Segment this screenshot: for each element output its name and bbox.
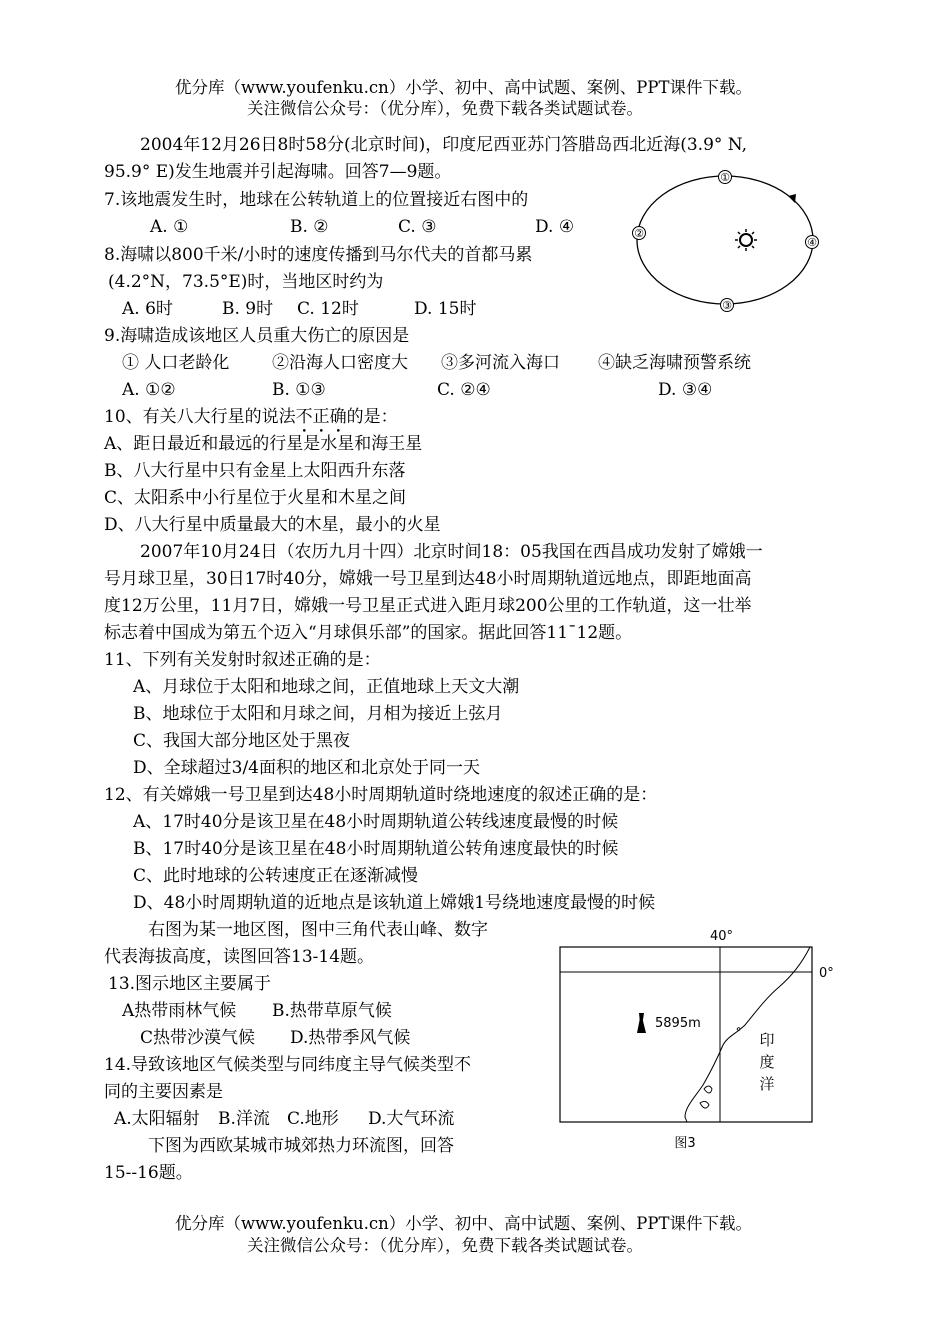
q13-option-b: B.热带草原气候 — [272, 1001, 392, 1021]
q8-stem-2: (4.2°N，73.5°E)时，当地区时约为 — [108, 272, 384, 292]
q9-option-c: C. ②④ — [437, 380, 491, 400]
q14-option-a: A.太阳辐射 — [114, 1109, 200, 1129]
q10-stem-pre: 10、有关八大行星的说法 — [104, 407, 296, 427]
q10-option-b: B、八大行星中只有金星上太阳西升东落 — [104, 461, 406, 481]
q11-stem: 11、下列有关发射时叙述正确的是： — [104, 650, 381, 670]
q12-option-a: A、17时40分是该卫星在48小时周期轨道公转线速度最慢的时候 — [133, 812, 619, 832]
map-island-2 — [700, 1101, 709, 1108]
q8-option-a: A. 6时 — [122, 299, 173, 319]
q8-stem-1: 8.海啸以800千米/小时的速度传播到马尔代夫的首都马累 — [104, 245, 533, 265]
intro4-line-2: 15--16题。 — [104, 1163, 193, 1183]
footer-line-1: 优分库（www.youfenku.cn）小学、初中、高中试题、案例、PPT课件下载。 — [175, 1214, 752, 1233]
q7-option-d: D. ④ — [535, 217, 575, 237]
q11-option-a: A、月球位于太阳和地球之间，正值地球上天文大潮 — [133, 677, 520, 697]
q10-stem — [104, 407, 398, 437]
q9-item-4: ④缺乏海啸预警系统 — [598, 353, 751, 373]
q14-option-d: D.大气环流 — [368, 1109, 455, 1129]
intro2-line-4: 标志着中国成为第五个迈入“月球俱乐部”的国家。据此回答11¯12题。 — [104, 623, 633, 643]
orbit-direction-arrow — [788, 194, 796, 203]
intro3-line-1: 右图为某一地区图，图中三角代表山峰、数字 — [148, 920, 488, 940]
q11-option-b: B、地球位于太阳和月球之间，月相为接近上弦月 — [133, 704, 503, 724]
map-peak-elevation: 5895m — [655, 1016, 701, 1031]
header-line-2: 关注微信公众号：（优分库），免费下载各类试题试卷。 — [247, 99, 643, 118]
orbit-position-2: ② — [634, 227, 644, 240]
q7-option-a: A. ① — [150, 217, 189, 237]
q13-option-d: D.热带季风气候 — [290, 1028, 411, 1048]
map-ocean-char-1: 印 — [759, 1031, 775, 1049]
q14-option-b: B.洋流 — [218, 1109, 270, 1129]
q12-stem: 12、有关嫦娥一号卫星到达48小时周期轨道时绕地速度的叙述正确的是： — [104, 785, 658, 805]
q9-item-1: ① 人口老龄化 — [122, 353, 230, 373]
intro1-line-1: 2004年12月26日8时58分(北京时间)，印度尼西亚苏门答腊岛西北近海(3.9° N, — [140, 135, 748, 155]
map-island-1 — [704, 1086, 712, 1093]
map-latitude-label: 0° — [819, 966, 834, 981]
q9-item-3: ③多河流入海口 — [441, 353, 560, 373]
intro3-line-2: 代表海拔高度，读图回答13-14题。 — [104, 947, 375, 967]
map-island-small — [737, 1028, 740, 1031]
q10-stem-emphasis: 不正确 — [295, 407, 347, 427]
intro2-line-1: 2007年10月24日（农历九月十四）北京时间18：05我国在西昌成功发射了嫦娥一 — [140, 542, 763, 562]
q10-option-a: A、距日最近和最远的行星是水星和海王星 — [104, 434, 423, 454]
intro2-line-3: 度12万公里，11月7日，嫦娥一号卫星正式进入距月球200公里的工作轨道，这一壮举 — [104, 596, 752, 616]
orbit-ellipse — [637, 176, 813, 304]
map-caption: 图3 — [674, 1136, 696, 1151]
map-ocean-char-2: 度 — [759, 1053, 775, 1071]
map-coastline — [685, 947, 810, 1122]
q8-option-d: D. 15时 — [414, 299, 477, 319]
q13-stem: 13.图示地区主要属于 — [108, 974, 272, 994]
orbit-diagram — [600, 165, 840, 315]
q9-item-2: ②沿海人口密度大 — [272, 353, 408, 373]
sun-icon — [735, 229, 757, 251]
intro4-line-1: 下图为西欧某城市城郊热力环流图，回答 — [148, 1136, 454, 1156]
q8-option-b: B. 9时 — [222, 299, 274, 319]
map-ocean-char-3: 洋 — [759, 1075, 775, 1093]
q12-option-c: C、此时地球的公转速度正在逐渐减慢 — [133, 866, 419, 886]
q9-option-b: B. ①③ — [272, 380, 326, 400]
q9-option-a: A. ①② — [122, 380, 176, 400]
q7-option-c: C. ③ — [398, 217, 437, 237]
q12-option-b: B、17时40分是该卫星在48小时周期轨道公转角速度最快的时候 — [133, 839, 619, 859]
q14-stem-2: 同的主要因素是 — [104, 1082, 223, 1102]
q14-option-c: C.地形 — [287, 1109, 339, 1129]
q13-option-a: A热带雨林气候 — [122, 1001, 237, 1021]
orbit-position-1: ① — [720, 171, 730, 184]
q10-option-d: D、八大行星中质量最大的木星，最小的火星 — [104, 515, 441, 535]
q7-stem: 7.该地震发生时，地球在公转轨道上的位置接近右图中的 — [104, 190, 529, 210]
q12-option-d: D、48小时周期轨道的近地点是该轨道上嫦娥1号绕地速度最慢的时候 — [133, 893, 656, 913]
q9-option-d: D. ③④ — [658, 380, 713, 400]
q14-stem-1: 14.导致该地区气候类型与同纬度主导气候类型不 — [104, 1055, 472, 1075]
q13-option-c: C热带沙漠气候 — [140, 1028, 256, 1048]
orbit-position-4: ④ — [807, 236, 817, 249]
q7-option-b: B. ② — [290, 217, 329, 237]
intro1-line-2: 95.9° E)发生地震并引起海啸。回答7—9题。 — [104, 162, 452, 182]
orbit-position-3: ③ — [722, 299, 732, 312]
q10-stem-post: 的是： — [346, 407, 398, 427]
map-longitude-label: 40° — [710, 929, 734, 944]
footer-line-2: 关注微信公众号：（优分库），免费下载各类试题试卷。 — [247, 1236, 643, 1255]
q11-option-d: D、全球超过3/4面积的地区和北京处于同一天 — [133, 758, 480, 778]
q9-stem: 9.海啸造成该地区人员重大伤亡的原因是 — [104, 326, 410, 346]
region-map — [555, 925, 845, 1160]
q8-option-c: C. 12时 — [297, 299, 359, 319]
intro2-line-2: 号月球卫星，30日17时40分，嫦娥一号卫星到达48小时周期轨道远地点，即距地面高 — [104, 569, 752, 589]
q10-option-c: C、太阳系中小行星位于火星和木星之间 — [104, 488, 407, 508]
header-line-1: 优分库（www.youfenku.cn）小学、初中、高中试题、案例、PPT课件下载。 — [175, 78, 752, 97]
q11-option-c: C、我国大部分地区处于黑夜 — [133, 731, 351, 751]
